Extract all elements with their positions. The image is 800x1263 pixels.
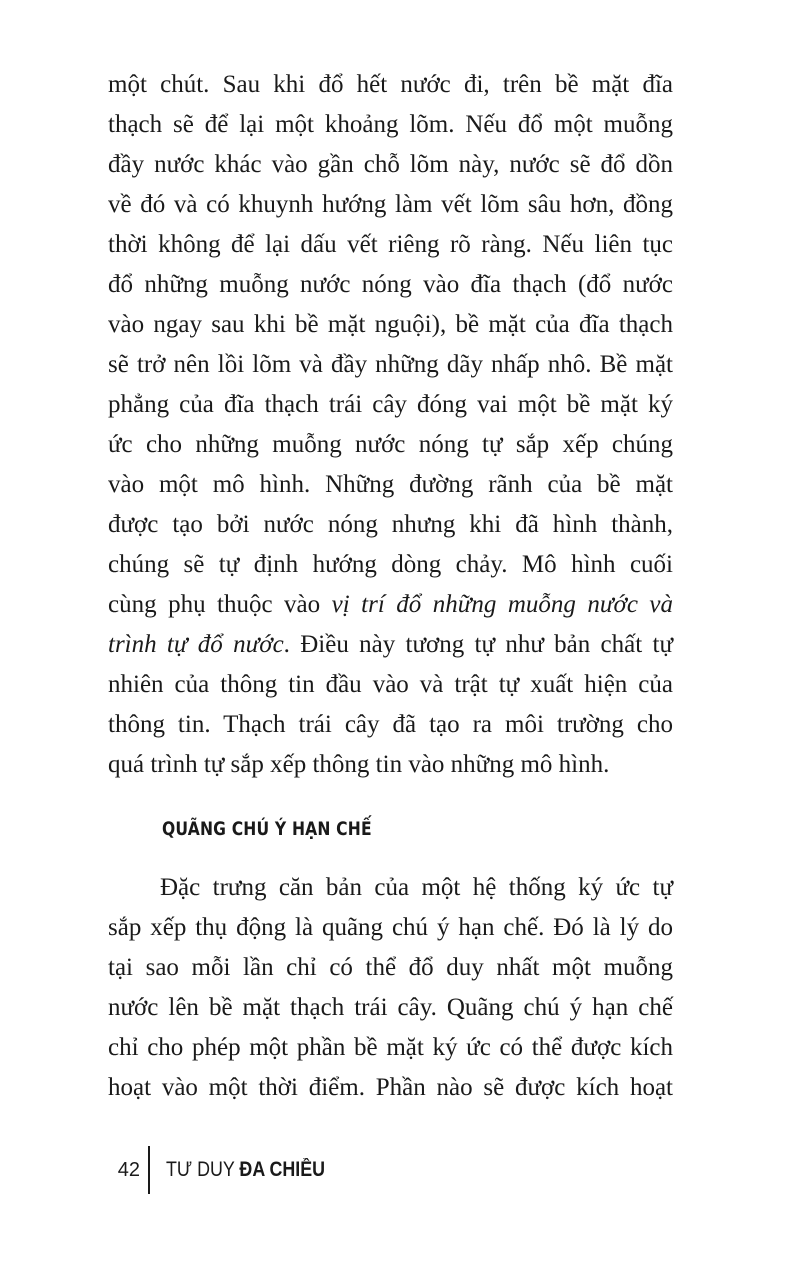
italic-segment: trình tự đổ nước bbox=[108, 631, 284, 658]
text-line: được tạo bởi nước nóng nhưng khi đã hình thành, bbox=[108, 511, 673, 538]
text-line: hoạt vào một thời điểm. Phần nào sẽ được kích hoạt bbox=[108, 1074, 673, 1101]
section-heading: QUÃNG CHÚ Ý HẠN CHẾ bbox=[162, 818, 372, 840]
text-line: ức cho những muỗng nước nóng tự sắp xếp chúng bbox=[108, 431, 673, 458]
running-book-title bbox=[166, 1158, 325, 1182]
text-line: quá trình tự sắp xếp thông tin vào những mô hình. bbox=[108, 751, 610, 778]
title-regular: TƯ DUY bbox=[166, 1158, 240, 1181]
page-number: 42 bbox=[117, 1158, 140, 1181]
footer-divider bbox=[148, 1146, 150, 1194]
paragraph-section bbox=[108, 868, 673, 1108]
italic-segment: vị trí đổ những muỗng nước và bbox=[331, 591, 674, 618]
text-line: một chút. Sau khi đổ hết nước đi, trên bề mặt đĩa bbox=[108, 71, 673, 98]
text-line: nước lên bề mặt thạch trái cây. Quãng chú ý hạn chế bbox=[108, 994, 673, 1021]
text-line: vào một mô hình. Những đường rãnh của bề mặt bbox=[108, 471, 673, 498]
text-segment: cùng phụ thuộc vào bbox=[108, 591, 332, 618]
text-line: về đó và có khuynh hướng làm vết lõm sâu hơn, đồng bbox=[108, 191, 673, 218]
text-line-mixed bbox=[108, 625, 673, 665]
page-footer bbox=[100, 1145, 353, 1195]
text-line: vào ngay sau khi bề mặt nguội), bề mặt của đĩa thạch bbox=[108, 311, 673, 338]
text-line: thạch sẽ để lại một khoảng lõm. Nếu đổ một muỗng bbox=[108, 111, 673, 138]
text-segment: . Điều này tương tự như bản chất tự bbox=[283, 631, 673, 658]
text-line: chúng sẽ tự định hướng dòng chảy. Mô hình cuối bbox=[108, 551, 673, 578]
text-line: sẽ trở nên lồi lõm và đầy những dãy nhấp nhô. Bề mặt bbox=[108, 351, 673, 378]
title-bold: ĐA CHIỀU bbox=[239, 1158, 326, 1181]
text-line: đầy nước khác vào gần chỗ lõm này, nước sẽ đổ dồn bbox=[108, 151, 673, 178]
text-line: tại sao mỗi lần chỉ có thể đổ duy nhất một muỗng bbox=[108, 954, 673, 981]
text-line: nhiên của thông tin đầu vào và trật tự xuất hiện của bbox=[108, 671, 673, 698]
text-line-mixed bbox=[108, 585, 673, 625]
text-line: chỉ cho phép một phần bề mặt ký ức có thể được kích bbox=[108, 1034, 673, 1061]
text-line: đổ những muỗng nước nóng vào đĩa thạch (đổ nước bbox=[108, 271, 673, 298]
text-line: thời không để lại dấu vết riêng rõ ràng. Nếu liên tục bbox=[108, 231, 673, 258]
text-line: sắp xếp thụ động là quãng chú ý hạn chế. Đó là lý do bbox=[108, 914, 673, 941]
text-line: Đặc trưng căn bản của một hệ thống ký ức tự bbox=[160, 874, 673, 901]
text-line: phẳng của đĩa thạch trái cây đóng vai một bề mặt ký bbox=[108, 391, 673, 418]
paragraph-continued bbox=[108, 65, 673, 785]
text-line: thông tin. Thạch trái cây đã tạo ra môi trường cho bbox=[108, 711, 673, 738]
